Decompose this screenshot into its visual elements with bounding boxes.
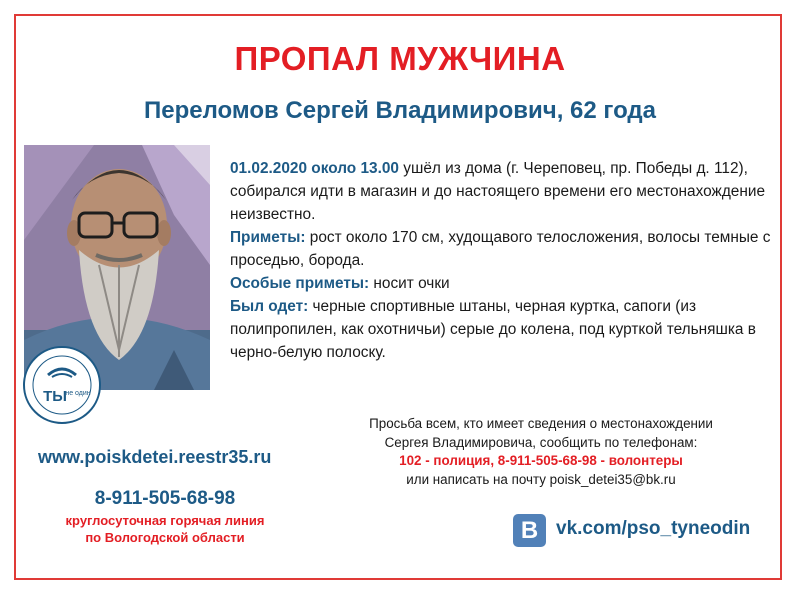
request-line-1: Просьба всем, кто имеет сведения о местонахождении <box>369 416 713 431</box>
logo-brand-small: не один <box>65 390 91 397</box>
clothes-paragraph <box>230 295 790 364</box>
website-link[interactable]: www.poiskdetei.reestr35.ru <box>38 447 272 467</box>
disappearance-date: 01.02.2020 около 13.00 <box>230 160 399 177</box>
hotline-caption <box>38 512 292 546</box>
circumstances-text: ушёл из дома (г. Череповец, пр. Победы д. 112), собирался идти в магазин и до настоящего времени его местонахождение неизвестно. <box>230 160 766 223</box>
hotline-line-2: по Вологодской области <box>85 530 245 545</box>
special-signs-label: Особые приметы: <box>230 275 370 292</box>
special-signs-paragraph <box>230 272 790 295</box>
hotline-phone[interactable]: 8-911-505-68-98 <box>94 488 236 509</box>
clothes-label: Был одет: <box>230 298 309 315</box>
volunteer-org-logo <box>22 345 102 425</box>
hotline-line-1: круглосуточная горячая линия <box>65 513 265 528</box>
person-description <box>230 157 790 364</box>
missing-person-name: Переломов Сергей Владимирович, 62 года <box>144 97 656 124</box>
circumstances-paragraph <box>230 157 790 226</box>
request-line-2: Сергея Владимировича, сообщить по телефонам: <box>384 434 698 450</box>
request-email-line: или написать на почту poisk_detei35@bk.ru <box>406 471 676 487</box>
poster-title: ПРОПАЛ МУЖЧИНА <box>234 40 566 77</box>
contact-request <box>318 415 764 489</box>
special-signs-text: носит очки <box>369 275 450 292</box>
clothes-text: черные спортивные штаны, черная куртка, сапоги (из полипропилен, как охотничьи) серые до колена, под курткой тельняшка в черно-белую полоску. <box>230 298 756 361</box>
signs-paragraph <box>230 226 790 272</box>
signs-label: Приметы: <box>230 229 306 246</box>
vk-icon[interactable]: В <box>513 514 546 547</box>
vk-link[interactable]: vk.com/pso_tyneodin <box>556 518 751 539</box>
request-phones: 102 - полиция, 8-911-505-68-98 - волонтеры <box>399 453 683 468</box>
signs-text: рост около 170 см, худощавого телосложения, волосы темные с проседью, борода. <box>230 229 771 269</box>
logo-brand-big: ТЫ <box>43 388 67 405</box>
